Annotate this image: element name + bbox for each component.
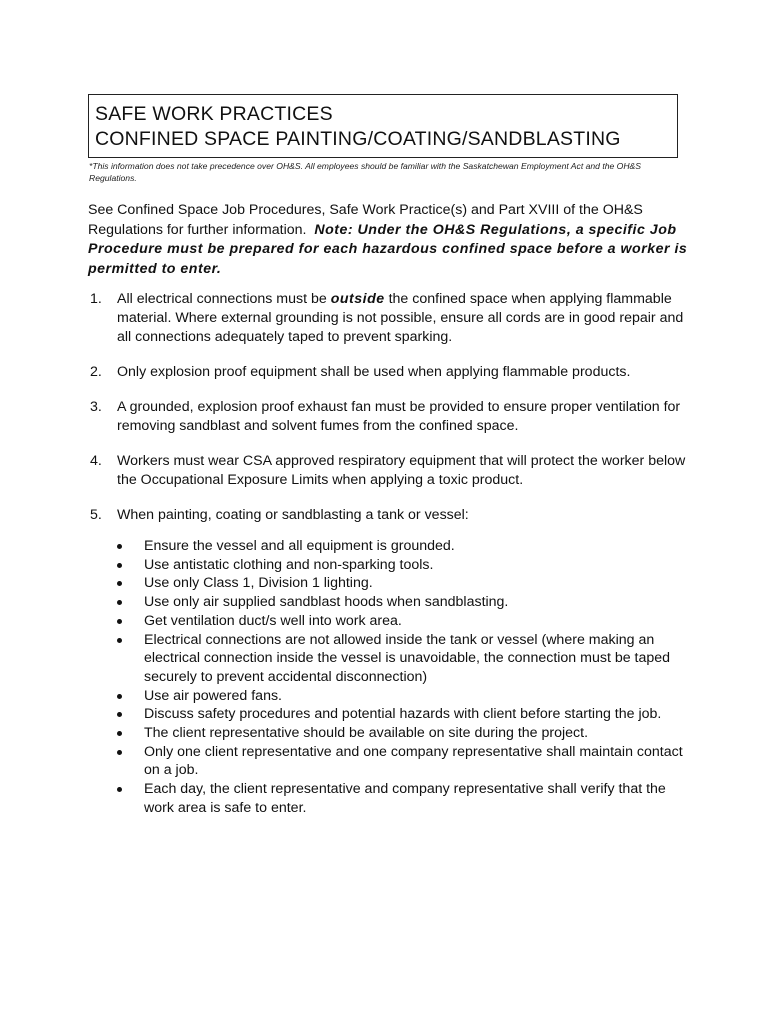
list-number: 4.: [90, 453, 102, 469]
list-item-4: [88, 452, 688, 490]
list-item-5: [88, 506, 688, 525]
bullet-text: Use air powered fans.: [144, 687, 283, 704]
bullet-text: Ensure the vessel and all equipment is grounded.: [144, 538, 455, 554]
bullet-item: [114, 537, 684, 556]
bullet-list: [114, 537, 684, 818]
list-number: 5.: [90, 507, 102, 523]
bullet-icon: [117, 694, 122, 699]
list-number: 2.: [90, 364, 102, 380]
bullet-item: [114, 612, 684, 631]
bullet-item: [114, 556, 684, 575]
bullet-text: Use only air supplied sandblast hoods when sandblasting.: [144, 594, 509, 611]
list-item-1: [88, 290, 688, 347]
bullet-icon: [117, 787, 122, 792]
item-text: Workers must wear CSA approved respiratory equipment that will protect the worker below the Occupational Exposure Limits when applying a toxic product.: [117, 453, 686, 488]
bullet-icon: [117, 544, 122, 549]
intro-text: See Confined Space Job Procedures, Safe Work Practice(s) and Part XVIII of the OH&S Regulations for further information.: [88, 202, 643, 238]
bullet-item: [114, 724, 684, 743]
item-text: Only explosion proof equipment shall be used when applying flammable products.: [117, 364, 631, 380]
bullet-icon: [117, 712, 122, 717]
bullet-item: [114, 705, 684, 724]
bullet-text: The client representative should be available on site during the project.: [144, 725, 589, 742]
bullet-text: Get ventilation duct/s well into work area.: [144, 612, 402, 629]
list-number: 3.: [90, 399, 102, 415]
item-text-before: All electrical connections must be: [117, 291, 331, 307]
list-item-3: [88, 398, 688, 436]
bullet-item: [114, 631, 684, 687]
title-box: [88, 94, 678, 158]
bullet-text: Use only Class 1, Division 1 lighting.: [144, 575, 373, 592]
item-text: A grounded, explosion proof exhaust fan must be provided to ensure proper ventilation for removing sandblast and solvent fumes from the confined space.: [117, 399, 681, 434]
bullet-icon: [117, 638, 122, 643]
bullet-icon: [117, 619, 122, 624]
bullet-item: [114, 574, 684, 593]
item-emphasis: outside: [330, 291, 385, 307]
numbered-list: [88, 290, 688, 525]
bullet-item: [114, 593, 684, 612]
item-text-after: the confined space when applying flammable material. Where external grounding is not possible, ensure all cords are in good repair and all connections adequately taped to prevent sparking.: [117, 291, 684, 345]
bullet-icon: [117, 731, 122, 736]
list-item-2: [88, 363, 688, 382]
intro-paragraph: [88, 201, 688, 279]
intro-note: Note: Under the OH&S Regulations, a specific Job Procedure must be prepared for each hazardous confined space before a worker is permitted to enter.: [88, 221, 688, 277]
list-number: 1.: [90, 291, 102, 307]
title-line-1: SAFE WORK PRACTICES: [95, 103, 333, 125]
bullet-icon: [117, 750, 122, 755]
bullet-item: [114, 687, 684, 706]
disclaimer: *This information does not take precedence over OH&S. All employees should be familiar with the Saskatchewan Employment Act and the OH&S Regulations.: [89, 161, 642, 183]
bullet-icon: [117, 600, 122, 605]
title-line-2: CONFINED SPACE PAINTING/COATING/SANDBLASTING: [95, 128, 621, 150]
bullet-item: [114, 743, 684, 780]
bullet-text: Use antistatic clothing and non-sparking tools.: [144, 556, 434, 573]
bullet-text: Electrical connections are not allowed inside the tank or vessel (where making an electrical connection inside the vessel is unavoidable, the connection must be taped securely to prevent accidental disconnection): [144, 631, 671, 685]
bullet-icon: [117, 581, 122, 586]
item-text: When painting, coating or sandblasting a tank or vessel:: [117, 507, 469, 523]
bullet-icon: [117, 563, 122, 568]
bullet-text: Discuss safety procedures and potential hazards with client before starting the job.: [144, 706, 662, 723]
bullet-item: [114, 780, 684, 817]
bullet-text: Only one client representative and one company representative shall maintain contact on a job.: [144, 743, 683, 779]
bullet-text: Each day, the client representative and company representative shall verify that the work area is safe to enter.: [144, 781, 666, 816]
